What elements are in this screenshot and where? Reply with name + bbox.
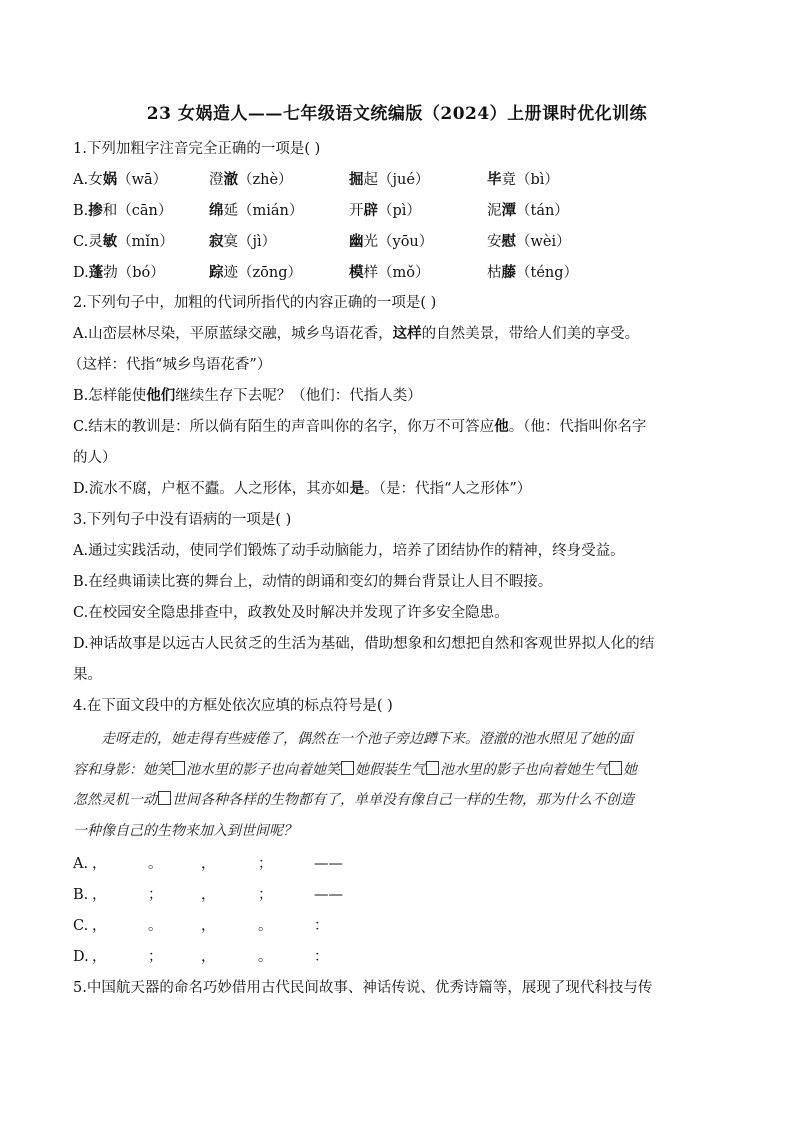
q4-text: 忽然灵机一动 <box>73 792 157 808</box>
q3-stem: 3.下列句子中没有语病的一项是( ) <box>73 512 292 528</box>
q4-text: 她 <box>623 761 637 778</box>
q1-option-a-item-1 <box>73 170 167 190</box>
q1-option-c-item-3 <box>349 232 433 252</box>
q4-option-mark: ： <box>314 949 329 965</box>
q1-option-c-item-4 <box>487 232 571 252</box>
q2-stem: 2.下列句子中，加粗的代词所指代的内容正确的一项是( ) <box>73 295 437 311</box>
q4-option-mark: ， <box>92 856 107 872</box>
option-label: B. <box>73 203 89 219</box>
word-text: 安 <box>487 234 502 250</box>
word-text: 女 <box>88 172 103 188</box>
q2-a-text: A.山峦层林尽染，平原蓝绿交融，城乡鸟语花香， <box>73 326 393 342</box>
q2-a-text-end: 的自然美景，带给人们美的享受。 <box>421 326 640 342</box>
blank-box-4 <box>609 761 622 775</box>
q2-b-bold: 他们 <box>146 387 176 404</box>
q4-option-mark: ， <box>201 949 216 965</box>
q2-option-c-cont: 的人） <box>73 450 117 466</box>
q2-option-a <box>73 324 639 344</box>
bold-character: 潭 <box>501 202 516 219</box>
q3-option-d-cont: 果。 <box>73 667 102 683</box>
q4-passage <box>73 724 713 846</box>
q4-option-mark: 。 <box>148 856 163 872</box>
q1-option-d-item-4 <box>487 263 578 283</box>
q3-option-b: B.在经典诵读比赛的舞台上，动情的朗诵和变幻的舞台背景让人目不暇接。 <box>73 574 553 590</box>
q1-option-b-item-1 <box>73 201 172 221</box>
word-text: 开 <box>349 203 364 219</box>
q1-option-d-item-2 <box>209 263 302 283</box>
q4-option-mark: —— <box>314 887 343 903</box>
q4-option-mark: ， <box>92 918 107 934</box>
q2-option-a-note: （这样：代指“城乡鸟语花香”） <box>68 357 272 373</box>
pinyin-text: 样（mǒ） <box>363 265 430 281</box>
q4-passage-line-4: 一种像自己的生物来加入到世间呢？ <box>73 822 297 839</box>
q4-option-mark: ， <box>201 887 216 903</box>
bold-character: 模 <box>349 264 364 281</box>
bold-character: 寂 <box>209 233 224 250</box>
bold-character: 幽 <box>349 233 364 250</box>
bold-character: 娲 <box>102 171 118 188</box>
q1-option-b-item-4 <box>487 201 569 221</box>
q1-option-a-item-3 <box>349 170 429 190</box>
q2-d-text-end: 。（是：代指“人之形体”） <box>364 481 532 497</box>
q1-option-d-item-3 <box>349 263 429 283</box>
blank-box-1 <box>172 761 185 775</box>
bold-character: 踪 <box>209 264 224 281</box>
q4-option-mark: ； <box>258 887 273 903</box>
bold-character: 藤 <box>501 264 516 281</box>
q4-passage-line-3 <box>73 785 713 816</box>
q4-option-label-a: A. <box>73 856 89 872</box>
q4-text: 容和身影：她笑 <box>73 761 171 778</box>
pinyin-text: 迹（zōng） <box>223 265 302 281</box>
pinyin-text: 起（jué） <box>363 172 430 188</box>
pinyin-text: 勃（bó） <box>103 265 165 281</box>
option-label: C. <box>73 234 89 250</box>
q1-option-b-item-2 <box>209 201 303 221</box>
q4-stem: 4.在下面文段中的方框处依次应填的标点符号是( ) <box>73 698 393 714</box>
bold-character: 慰 <box>501 233 516 250</box>
blank-box-3 <box>426 761 439 775</box>
q3-option-c: C.在校园安全隐患排查中，政教处及时解决并发现了许多安全隐患。 <box>73 605 509 621</box>
q1-option-a-item-2 <box>209 170 293 190</box>
q5-stem: 5.中国航天器的命名巧妙借用古代民间故事、神话传说、优秀诗篇等，展现了现代科技与传 <box>73 980 653 996</box>
q4-text: 池水里的影子也向着她生气 <box>440 761 608 778</box>
pinyin-text: （tán） <box>516 203 569 219</box>
q1-option-b-item-3 <box>349 201 421 221</box>
q2-b-text: B.怎样能使 <box>73 388 147 404</box>
bold-character: 绵 <box>209 202 224 219</box>
q4-option-mark: ， <box>92 887 107 903</box>
word-text: 灵 <box>88 234 103 250</box>
option-label: D. <box>73 265 89 281</box>
q4-option-label-b: B. <box>73 887 89 903</box>
q4-option-mark: 。 <box>258 949 273 965</box>
pinyin-text: （zhè） <box>238 172 293 188</box>
bold-character: 蓬 <box>88 264 104 281</box>
q4-text: 世间各种各样的生物都有了，单单没有像自己一样的生物，那为什么不创造 <box>172 792 634 808</box>
q2-c-bold: 他 <box>494 418 509 435</box>
blank-box-5 <box>158 791 171 805</box>
q4-text: 池水里的影子也向着她笑 <box>186 761 340 778</box>
q4-option-mark: ； <box>148 887 163 903</box>
q4-passage-line-2 <box>73 755 713 786</box>
q4-option-label-c: C. <box>73 918 89 934</box>
q2-option-b <box>73 386 422 406</box>
q4-option-mark: ： <box>314 918 329 934</box>
option-label: A. <box>73 172 89 188</box>
q1-stem: 1.下列加粗字注音完全正确的一项是( ) <box>73 141 321 157</box>
pinyin-text: 延（mián） <box>223 203 304 219</box>
q4-option-label-d: D. <box>73 949 89 965</box>
bold-character: 掺 <box>88 202 103 219</box>
q2-d-bold: 是 <box>349 480 365 497</box>
q2-c-text: C.结末的教训是：所以倘有陌生的声音叫你的名字，你万不可答应 <box>73 419 495 435</box>
q4-option-mark: —— <box>314 856 343 872</box>
pinyin-text: （pì） <box>378 203 421 219</box>
page-title: 23 女娲造人——七年级语文统编版（2024）上册课时优化训练 <box>146 104 648 124</box>
blank-box-2 <box>341 761 354 775</box>
q1-option-c-item-1 <box>73 232 174 252</box>
word-text: 泥 <box>487 203 502 219</box>
q2-a-bold: 这样 <box>392 325 422 342</box>
pinyin-text: （wèi） <box>516 234 571 250</box>
q2-b-text-end: 继续生存下去呢？（他们：代指人类） <box>175 388 422 404</box>
word-text: 澄 <box>209 172 224 188</box>
q2-d-text: D.流水不腐，户枢不蠹。人之形体，其亦如 <box>73 481 350 497</box>
q3-option-d: D.神话故事是以远古人民贫乏的生活为基础，借助想象和幻想把自然和客观世界拟人化的结 <box>73 636 655 652</box>
bold-character: 掘 <box>349 171 364 188</box>
bold-character: 辟 <box>363 202 378 219</box>
pinyin-text: 寞（jì） <box>223 234 277 250</box>
q4-option-mark: ， <box>201 918 216 934</box>
q4-text: 她假装生气 <box>355 761 425 778</box>
q2-option-d <box>73 479 531 499</box>
pinyin-text: 竟（bì） <box>501 172 559 188</box>
pinyin-text: （wā） <box>117 172 168 188</box>
bold-character: 敏 <box>102 233 118 250</box>
q4-option-mark: 。 <box>148 918 163 934</box>
pinyin-text: （mǐn） <box>117 234 174 250</box>
word-text: 枯 <box>487 265 502 281</box>
q1-option-c-item-2 <box>209 232 276 252</box>
pinyin-text: （téng） <box>516 265 579 281</box>
q4-passage-line-1: 走呀走的，她走得有些疲倦了，偶然在一个池子旁边蹲下来。澄澈的池水照见了她的面 <box>101 731 633 747</box>
q4-option-mark: 。 <box>258 918 273 934</box>
bold-character: 毕 <box>487 171 502 188</box>
q4-option-mark: ； <box>148 949 163 965</box>
pinyin-text: 光（yōu） <box>363 234 434 250</box>
q1-option-a-item-4 <box>487 170 559 190</box>
q3-option-a: A.通过实践活动，使同学们锻炼了动手动脑能力，培养了团结协作的精神，终身受益。 <box>73 543 625 559</box>
q4-option-mark: ， <box>201 856 216 872</box>
q4-option-mark: ， <box>92 949 107 965</box>
bold-character: 澈 <box>223 171 238 188</box>
q2-option-c <box>73 417 646 437</box>
q2-c-text-end: 。（他：代指叫你名字 <box>508 419 647 435</box>
q4-option-mark: ； <box>258 856 273 872</box>
pinyin-text: 和（cān） <box>102 203 173 219</box>
q1-option-d-item-1 <box>73 263 165 283</box>
